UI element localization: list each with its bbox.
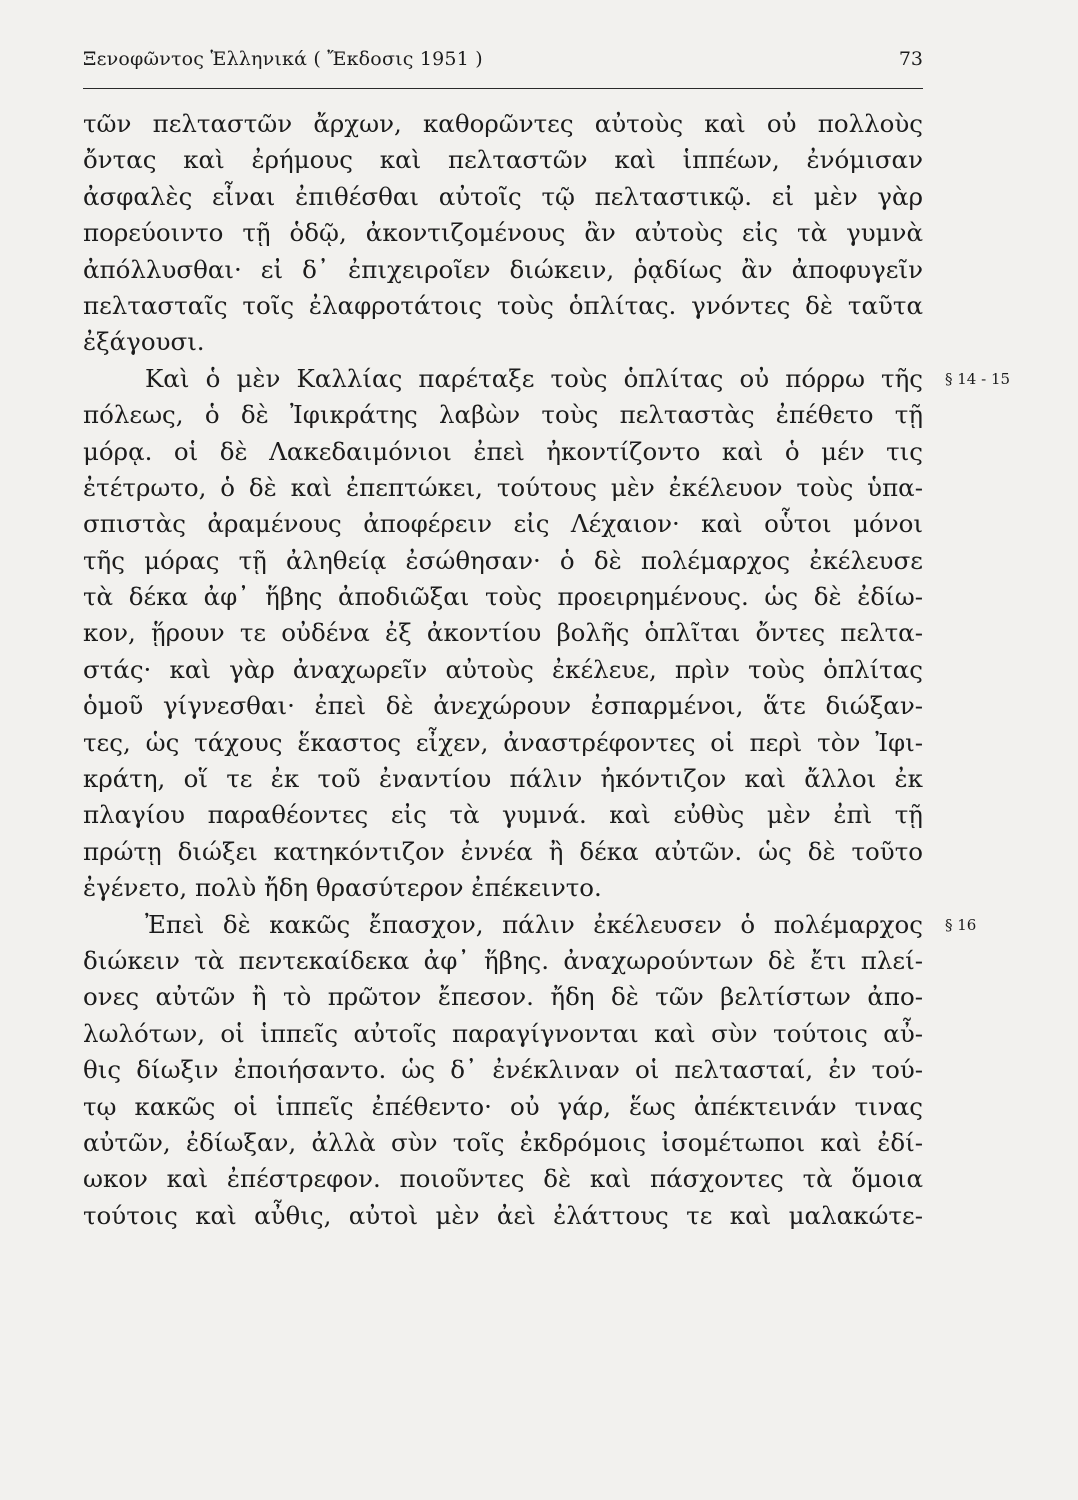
running-header (83, 48, 923, 89)
page-number: 73 (898, 48, 923, 70)
text-line: τῶν πελταστῶν ἄρχων, καθορῶντες αὐτοὺς καὶ οὐ πολλοὺς (83, 109, 923, 138)
text-line: μόρᾳ. οἱ δὲ Λακεδαιμόνιοι ἐπεὶ ἠκοντίζοντο καὶ ὁ μέν τις (83, 436, 923, 466)
text-line: Ἐπεὶ δὲ κακῶς ἔπασχον, πάλιν ἐκέλευσεν ὁ πολέμαρχος (145, 909, 923, 939)
text-line: τῆς μόρας τῇ ἀληθείᾳ ἐσώθησαν· ὁ δὲ πολέμαρχος ἐκέλευσε (83, 545, 923, 575)
text-line: αὐτῶν, ἐδίωξαν, ἀλλὰ σὺν τοῖς ἐκδρόμοις ἰσομέτωποι καὶ ἐδί- (83, 1127, 923, 1157)
text-line: τούτοις καὶ αὖθις, αὐτοὶ μὲν ἀεὶ ἐλάττους τε καὶ μαλακώτε- (83, 1200, 923, 1230)
section-marker: § 16 (945, 915, 977, 934)
text-line: ἀπόλλυσθαι· εἰ δ᾽ ἐπιχειροῖεν διώκειν, ῥᾳδίως ἂν ἀποφυγεῖν (83, 254, 923, 284)
text-line: τὰ δέκα ἀφ᾽ ἥβης ἀποδιῶξαι τοὺς προειρημένους. ὡς δὲ ἐδίω- (83, 582, 923, 612)
body-text (83, 106, 1011, 1234)
text-line: κον, ᾕρουν τε οὐδένα ἐξ ἀκοντίου βολῆς ὁπλῖται ὄντες πελτα- (83, 618, 923, 648)
text-line: θις δίωξιν ἐποιήσαντο. ὡς δ᾽ ἐνέκλιναν οἱ πελτασταί, ἐν τού- (83, 1055, 923, 1085)
text-line: πλαγίου παραθέοντες εἰς τὰ γυμνά. καὶ εὐθὺς μὲν ἐπὶ τῇ (83, 800, 923, 830)
running-title: Ξενοφῶντος Ἑλληνικά ( Ἔκδοσις 1951 ) (83, 48, 483, 70)
text-line: ωκον καὶ ἐπέστρεφον. ποιοῦντες δὲ καὶ πάσχοντες τὰ ὅμοια (83, 1164, 923, 1194)
text-line: ονες αὐτῶν ἢ τὸ πρῶτον ἔπεσον. ἤδη δὲ τῶν βελτίστων ἀπο- (83, 982, 923, 1012)
text-line: τῳ κακῶς οἱ ἱππεῖς ἐπέθεντο· οὐ γάρ, ἕως ἀπέκτεινάν τινας (83, 1091, 923, 1121)
text-line: πρώτῃ διώξει κατηκόντιζον ἐννέα ἢ δέκα αὐτῶν. ὡς δὲ τοῦτο (83, 836, 923, 866)
text-line: κράτη, οἵ τε ἐκ τοῦ ἐναντίου πάλιν ἠκόντιζον καὶ ἄλλοι ἐκ (83, 764, 923, 794)
text-line: ἐγένετο, πολὺ ἤδη θρασύτερον ἐπέκειντο. (83, 873, 602, 903)
text-line: πελτασταῖς τοῖς ἐλαφροτάτοις τοὺς ὁπλίτας. γνόντες δὲ ταῦτα (83, 290, 923, 320)
text-line: στάς· καὶ γὰρ ἀναχωρεῖν αὐτοὺς ἐκέλευε, πρὶν τοὺς ὁπλίτας (83, 654, 923, 684)
text-line: τες, ὡς τάχους ἕκαστος εἶχεν, ἀναστρέφοντες οἱ περὶ τὸν Ἰφι- (83, 727, 923, 757)
text-line: σπιστὰς ἀραμένους ἀποφέρειν εἰς Λέχαιον· καὶ οὗτοι μόνοι (83, 509, 923, 539)
text-line: ὄντας καὶ ἐρήμους καὶ πελταστῶν καὶ ἱππέων, ἐνόμισαν (83, 145, 923, 175)
text-line: διώκειν τὰ πεντεκαίδεκα ἀφ᾽ ἥβης. ἀναχωρούντων δὲ ἔτι πλεί- (83, 945, 923, 975)
text-line: ἀσφαλὲς εἶναι ἐπιθέσθαι αὐτοῖς τῷ πελταστικῷ. εἰ μὲν γὰρ (83, 181, 923, 211)
text-line: πορεύοιντο τῇ ὁδῷ, ἀκοντιζομένους ἂν αὐτοὺς εἰς τὰ γυμνὰ (83, 218, 923, 248)
section-marker: § 14 - 15 (945, 369, 1011, 388)
text-line: ἐξάγουσι. (83, 327, 205, 357)
text-line: λωλότων, οἱ ἱππεῖς αὐτοῖς παραγίγνονται καὶ σὺν τούτοις αὖ- (83, 1018, 923, 1048)
text-line: ἐτέτρωτο, ὁ δὲ καὶ ἐπεπτώκει, τούτους μὲν ἐκέλευον τοὺς ὑπα- (83, 472, 923, 502)
text-line: Καὶ ὁ μὲν Καλλίας παρέταξε τοὺς ὁπλίτας οὐ πόρρω τῆς (145, 363, 923, 393)
text-line: πόλεως, ὁ δὲ Ἰφικράτης λαβὼν τοὺς πελταστὰς ἐπέθετο τῇ (83, 400, 923, 430)
text-line: ὁμοῦ γίγνεσθαι· ἐπεὶ δὲ ἀνεχώρουν ἐσπαρμένοι, ἅτε διώξαν- (83, 691, 923, 721)
